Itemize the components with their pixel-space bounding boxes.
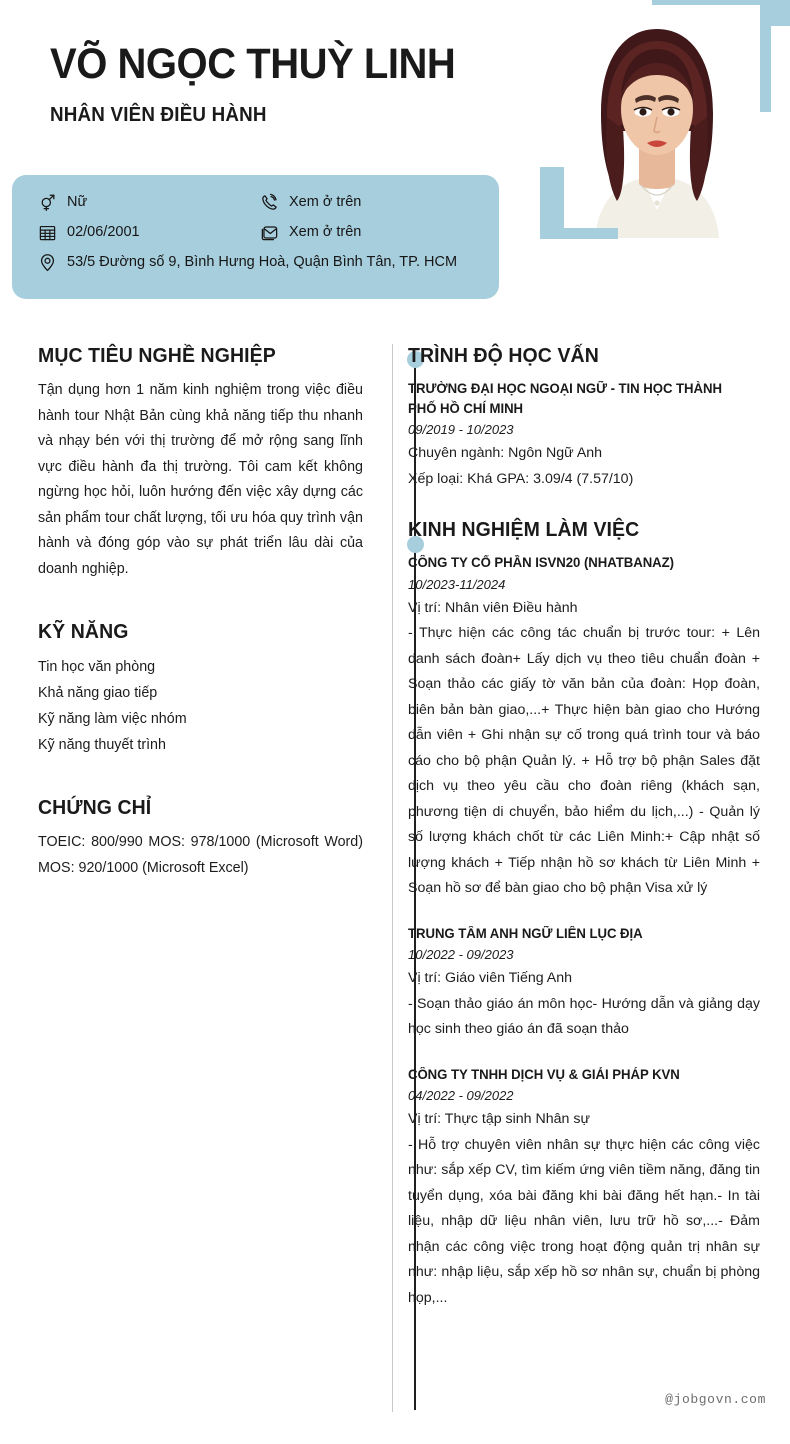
education-entry: [408, 379, 760, 492]
experience-description: - Hỗ trợ chuyên viên nhân sự thực hiện các công việc như: sắp xếp CV, tìm kiếm ứng viên tiềm năng, đăng tin tuyển dụng, xóa bài đăng khi bài đăng hết hạn.- In tài liệu, nhập dữ liệu nhân viên, lưu trữ hồ sơ,...- Đảm nhận các công việc trong hoạt động quản trị nhân sự như: nhập liệu, sắp xếp hồ sơ nhân sự, chuẩn bị phòng họp,...: [408, 1136, 760, 1306]
experience-description: - Soạn thảo giáo án môn học- Hướng dẫn và giảng dạy học sinh theo giáo án đã soạn thảo: [408, 995, 760, 1037]
experience-company: CÔNG TY CỔ PHẦN ISVN20 (NHATBANAZ): [408, 555, 674, 570]
contact-email-value: Xem ở trên: [289, 224, 362, 241]
contact-birthday-value: 02/06/2001: [67, 224, 140, 241]
column-divider: [392, 344, 393, 1412]
contact-birthday: [38, 223, 260, 242]
experience-company: TRUNG TÂM ANH NGỮ LIÊN LỤC ĐỊA: [408, 925, 643, 941]
experience-date: 04/2022 - 09/2022: [408, 1088, 514, 1103]
page-title: VÕ NGỌC THUỲ LINH: [50, 40, 456, 88]
calendar-icon: [38, 223, 57, 242]
objective-text: Tận dụng hơn 1 năm kinh nghiệm trong việc điều hành tour Nhật Bản cùng khả năng tiếp thu nhanh và nhạy bén với thị trường để mở rộng sang lĩnh vực điều hành đa thị trường. Tôi cam kết không ngừng học hỏi, luôn hướng đến việc xây dựng các sản phẩm tour chất lượng, tối ưu hóa quy trình vận hành và đóng góp vào sự phát triển lâu dài của doanh nghiệp.: [38, 382, 363, 577]
certificates-text: TOEIC: 800/990 MOS: 978/1000 (Microsoft Word) MOS: 920/1000 (Microsoft Excel): [38, 834, 363, 876]
experience-description: - Thực hiện các công tác chuẩn bị trước tour: + Lên danh sách đoàn+ Lấy dịch vụ theo tiêu chuẩn đoàn + Soạn thảo các giấy tờ văn bản của đoàn: Họp đoàn, biên bản bàn giao,...+ Thực hiện bàn giao cho Hướng dẫn viên + Ghi nhận sự cố trong quá trình tour và báo cáo cho bộ phận Quản lý. + Hỗ trợ bộ phận Sales đặt dịch vụ theo yêu cầu cho đoàn riêng (khách sạn, phương tiện di chuyển, bảo hiểm du lịch,...) - Quản lý số lượng khách chốt từ các Liên Minh:+ Cập nhật số lượng khách + Tiếp nhận hồ sơ khách từ Liên Minh + Soạn hồ sơ để bàn giao cho bộ phận Visa xử lý: [408, 625, 760, 896]
contact-gender-value: Nữ: [67, 194, 88, 211]
experience-entry: [408, 553, 760, 902]
cv-header: [0, 0, 790, 318]
contact-email: [260, 223, 473, 242]
right-column: [408, 344, 760, 1311]
education-grade: Xếp loại: Khá GPA: 3.09/4 (7.57/10): [408, 470, 634, 487]
decor-bracket-bottom-left-horizontal: [540, 228, 618, 239]
email-icon: [260, 223, 279, 242]
list-item: Kỹ năng làm việc nhóm: [38, 711, 187, 727]
contact-gender: [38, 193, 260, 212]
section-heading-skills: KỸ NĂNG: [38, 620, 129, 643]
avatar: [555, 5, 760, 238]
experience-entry: [408, 924, 760, 1043]
job-title: NHÂN VIÊN ĐIỀU HÀNH: [50, 104, 267, 126]
gender-icon: [38, 193, 57, 212]
experience-date: 10/2022 - 09/2023: [408, 947, 514, 962]
list-item: Kỹ năng thuyết trình: [38, 737, 166, 753]
left-column: [38, 344, 363, 881]
experience-date: 10/2023-11/2024: [408, 576, 506, 592]
education-school: TRƯỜNG ĐẠI HỌC NGOẠI NGỮ - TIN HỌC THÀNH PHỐ HỒ CHÍ MINH: [408, 381, 722, 416]
contact-address-value: 53/5 Đường số 9, Bình Hưng Hoà, Quận Bình Tân, TP. HCM: [67, 254, 458, 271]
experience-position: Vị trí: Giáo viên Tiếng Anh: [408, 970, 573, 986]
experience-position: Vị trí: Thực tập sinh Nhân sự: [408, 1111, 590, 1127]
section-heading-education: TRÌNH ĐỘ HỌC VẤN: [408, 344, 599, 367]
list-item: Tin học văn phòng: [38, 659, 156, 675]
footer-brand: @jobgovn.com: [665, 1392, 766, 1407]
section-heading-experience: KINH NGHIỆM LÀM VIỆC: [408, 518, 640, 541]
section-heading-objective: MỤC TIÊU NGHỀ NGHIỆP: [38, 344, 276, 367]
contact-address: [38, 253, 473, 272]
education-date: 09/2019 - 10/2023: [408, 422, 514, 437]
experience-position: Vị trí: Nhân viên Điều hành: [408, 599, 578, 616]
experience-company: CÔNG TY TNHH DỊCH VỤ & GIẢI PHÁP KVN: [408, 1066, 680, 1082]
photo-block: [540, 0, 790, 245]
list-item: Khả năng giao tiếp: [38, 685, 158, 701]
contact-card: [12, 175, 499, 299]
section-heading-certificates: CHỨNG CHỈ: [38, 796, 152, 819]
education-major: Chuyên ngành: Ngôn Ngữ Anh: [408, 445, 603, 461]
phone-icon: [260, 193, 279, 212]
contact-phone: [260, 193, 473, 212]
location-pin-icon: [38, 253, 57, 272]
contact-phone-value: Xem ở trên: [289, 194, 362, 211]
experience-entry: [408, 1065, 760, 1312]
